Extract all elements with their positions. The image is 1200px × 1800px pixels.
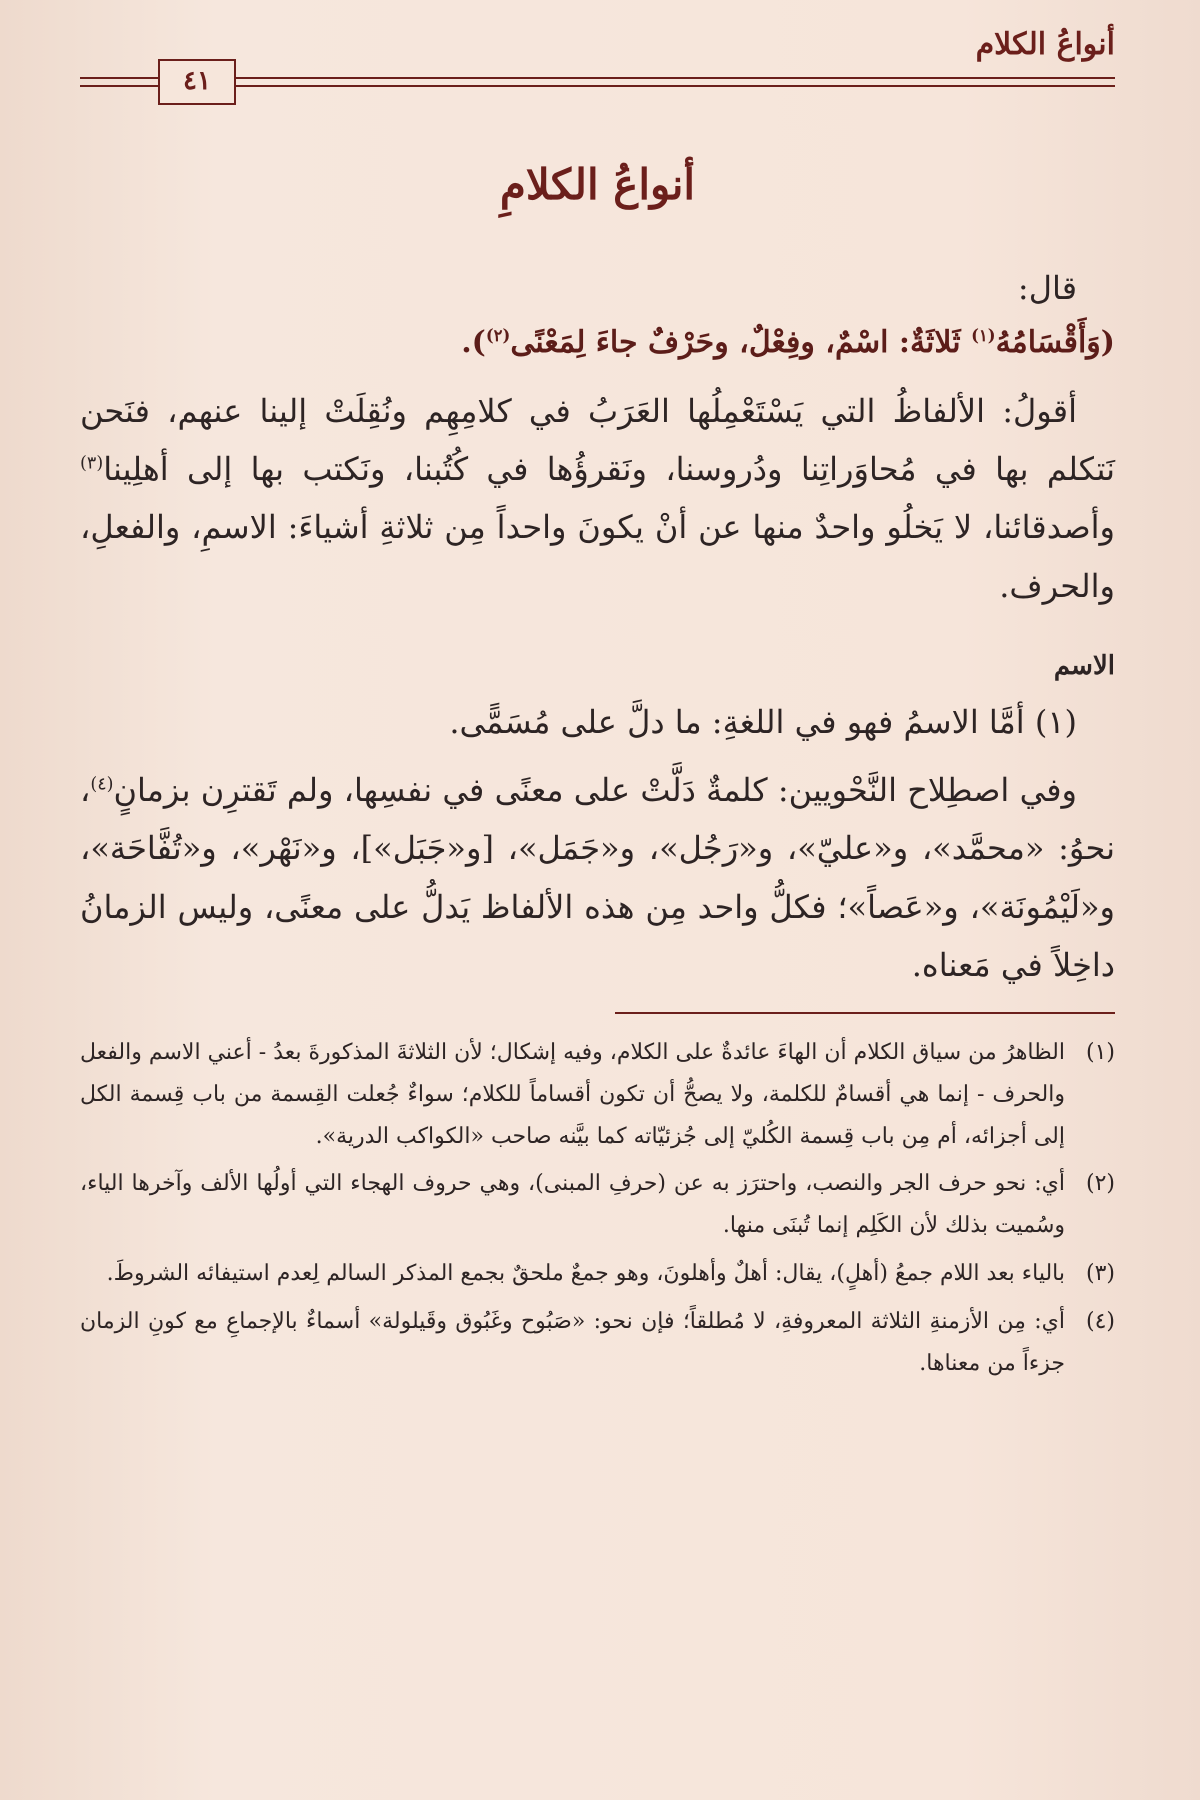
footnote-text: أي: نحو حرف الجر والنصب، واحترَز به عن (حرفِ المبنى)، وهي حروف الهجاء التي أولُها الألف وآخرها الياء، وسُميت بذلك لأن الكَلِم إنما تُبنَى منها. [80, 1171, 1065, 1239]
footnote-separator [615, 1012, 1115, 1014]
footnotes [80, 1032, 1115, 1384]
footnote-number: (٣) [1085, 1260, 1115, 1286]
footnote-4 [80, 1301, 1115, 1385]
footnote-number: (٢) [1085, 1171, 1115, 1197]
footnote-ref-1[interactable]: (١) [971, 326, 996, 346]
paragraph-2-part-a: وفي اصطِلاح النَّحْويين: كلمةٌ دَلَّتْ على معنًى في نفسِها، ولم تَقترِن بزمانٍ [113, 771, 1077, 810]
paragraph-2-part-b: ، نحوُ: «محمَّد»، و«عليّ»، و«رَجُل»، و«جَمَل»، [و«جَبَل»]، و«نَهْر»، و«تُفَّاحَة»، و«لَيْمُونَة»، و«عَصاً»؛ فكلُّ واحد مِن هذه الألفاظ يَدلُّ على معنًى، وليس الزمانُ داخِلاً في مَعناه. [80, 771, 1116, 984]
footnote-ref-3[interactable]: (٣) [80, 453, 104, 474]
page-header [80, 25, 1115, 95]
footnote-text: أي: مِن الأزمنةِ الثلاثة المعروفةِ، لا مُطلقاً؛ فإن نحو: «صَبُوح وغَبُوق وقَيلولة» أسماءٌ بالإجماعِ مع كونِ الزمان جزءاً من معناها. [80, 1308, 1065, 1376]
footnote-text: بالياء بعد اللام جمعُ (أهلٍ)، يقال: أهلٌ وأهلونَ، وهو جمعٌ ملحقٌ بجمع المذكر السالم لِعدم استيفائه الشروطَ. [106, 1260, 1065, 1286]
paragraph-1-part-b: وأصدقائنا، لا يَخلُو واحدٌ منها عن أنْ يكونَ واحداً مِن ثلاثةِ أشياءَ: الاسمِ، والفعلِ، والحرف. [80, 508, 1115, 605]
footnote-1 [80, 1032, 1115, 1157]
page-content [80, 150, 1115, 1390]
matn-part-a: (وَأَقْسَامُهُ [995, 325, 1115, 361]
matn-text [80, 323, 1115, 364]
commentary-paragraph-2 [80, 761, 1115, 994]
footnote-ref-2[interactable]: (٢) [485, 326, 511, 346]
matn-part-b: ثَلاثَةٌ: اسْمٌ، وفِعْلٌ، وحَرْفٌ جاءَ لِمَعْنًى [510, 325, 972, 361]
qala-label: قال: [1017, 269, 1077, 307]
paragraph-1-part-a: أقولُ: الألفاظُ التي يَسْتَعْمِلُها العَرَبُ في كلامِهِم ونُقِلَتْ إلينا عنهم، فنَحن نَتكلم بها في مُحاوَراتِنا ودُروسنا، ونَقرؤُها في كُتُبنا، ونَكتب بها إلى أهلِينا [80, 391, 1116, 489]
chapter-title: أنواعُ الكلامِ [499, 160, 696, 209]
footnote-number: (٤) [1085, 1308, 1115, 1334]
footnote-number: (١) [1085, 1040, 1115, 1065]
page-number: ٤١ [158, 59, 236, 105]
footnote-ref-4[interactable]: (٤) [90, 774, 114, 795]
footnote-3 [80, 1253, 1115, 1295]
running-title: أنواعُ الكلام [975, 27, 1115, 62]
footnote-text: الظاهرُ من سياق الكلام أن الهاءَ عائدةٌ على الكلام، وفيه إشكال؛ لأن الثلاثةَ المذكورةَ بعدُ - أعني الاسم والفعل والحرف - إنما هي أقسامٌ للكلمة، ولا يصحُّ أن تكون أقساماً للكلام؛ سواءٌ جُعلت القِسمة من باب قِسمة الكل إلى أجزائه، أم مِن باب قِسمة الكُليّ إلى جُزئيّاته كما بيَّنه صاحب «الكواكب الدرية». [80, 1040, 1065, 1149]
matn-part-c: ). [461, 325, 486, 361]
definition-lugha: (١) أمَّا الاسمُ فهو في اللغةِ: ما دلَّ على مُسَمًّى. [449, 702, 1077, 741]
section-heading: الاسم [1053, 650, 1115, 681]
commentary-paragraph-1 [80, 382, 1115, 615]
footnote-2 [80, 1163, 1115, 1247]
